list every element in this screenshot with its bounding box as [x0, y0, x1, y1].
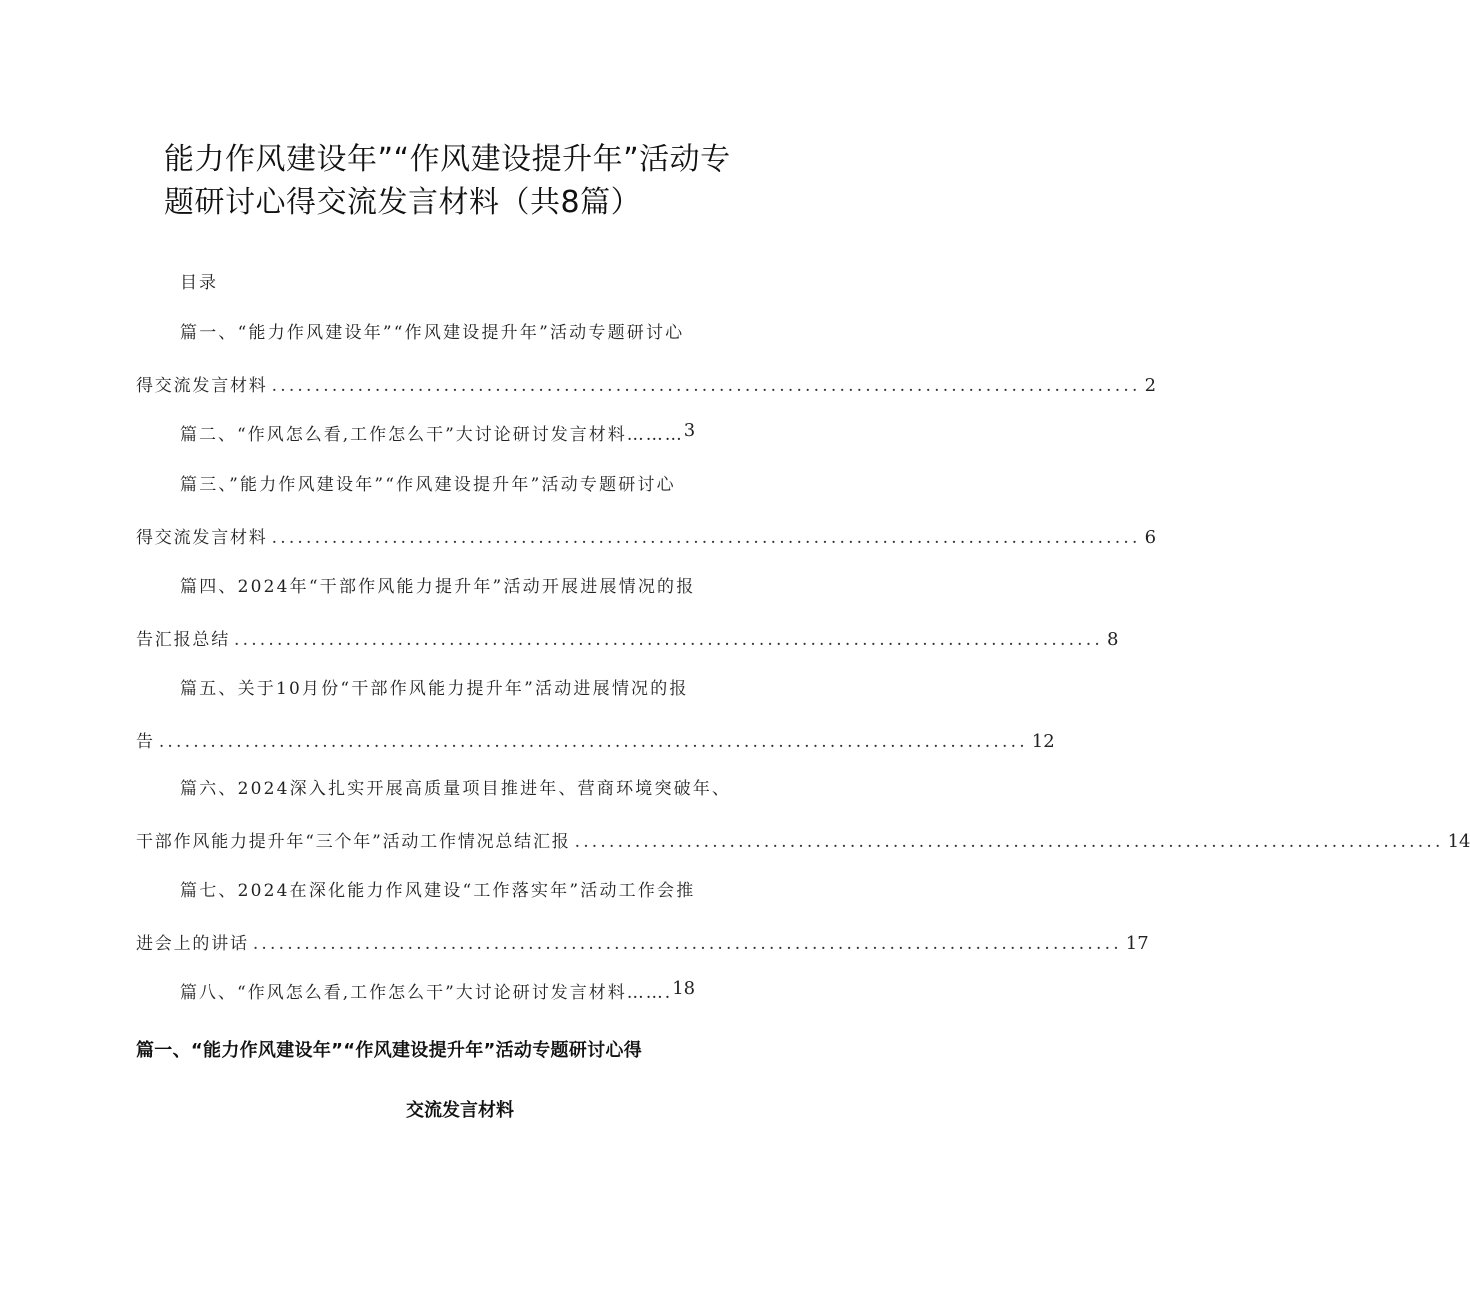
section-heading: 篇一、“能力作风建设年”“作风建设提升年”活动专题研讨心得 [136, 1040, 643, 1061]
toc-entry-7-line1[interactable]: 篇七、2024在深化能力作风建设“工作落实年”活动工作会推 [180, 881, 696, 901]
toc-entry-2[interactable] [180, 420, 776, 448]
toc-entry-3-line2[interactable] [136, 520, 1157, 548]
title-line-2: 题研讨心得交流发言材料（共8篇） [164, 185, 642, 220]
toc-leader-dots: ..................................................................................................... [252, 934, 1122, 954]
toc-heading: 目录 [180, 273, 218, 293]
toc-entry-text: 告汇报总结 [136, 630, 230, 650]
toc-leader-dots: ..................................................................................................... [271, 376, 1141, 396]
toc-page-number: 17 [1125, 933, 1149, 954]
toc-entry-5-line1[interactable]: 篇五、关于10月份“干部作风能力提升年”活动进展情况的报 [180, 679, 689, 699]
toc-entry-5-line2[interactable] [136, 724, 1055, 752]
toc-entry-text: 得交流发言材料 [136, 528, 268, 548]
toc-entry-text: 得交流发言材料 [136, 376, 268, 396]
toc-entry-1-line1[interactable]: 篇一、“能力作风建设年”“作风建设提升年”活动专题研讨心 [180, 323, 685, 343]
document-title [164, 138, 804, 224]
toc-page-number: 3 [683, 420, 696, 441]
toc-page-number: 2 [1144, 375, 1157, 396]
title-line-1: 能力作风建设年”“作风建设提升年”活动专 [164, 142, 731, 177]
toc-entry-4-line2[interactable] [136, 622, 1119, 650]
toc-entry-6-line2[interactable] [136, 824, 1470, 852]
toc-entry-8[interactable] [180, 978, 776, 1006]
toc-leader-dots: ..................................................................................................... [234, 630, 1103, 650]
toc-leader-dots: ..................................................................................................... [271, 528, 1141, 548]
toc-entry-text: 进会上的讲话 [136, 934, 249, 954]
toc-page-number: 12 [1031, 731, 1055, 752]
toc-entry-text: 干部作风能力提升年“三个年”活动工作情况总结汇报 [136, 832, 571, 852]
toc-entry-1-line2[interactable] [136, 368, 1157, 396]
toc-entry-text: 告 [136, 732, 155, 752]
toc-page-number: 14 [1447, 831, 1470, 852]
toc-entry-text: 篇八、“作风怎么看,工作怎么干”大讨论研讨发言材料……. [180, 983, 673, 1003]
toc-entry-4-line1[interactable]: 篇四、2024年“干部作风能力提升年”活动开展进展情况的报 [180, 577, 696, 597]
section-heading-continued: 交流发言材料 [406, 1100, 514, 1121]
toc-page-number: 18 [672, 978, 696, 999]
toc-page-number: 6 [1144, 527, 1157, 548]
toc-leader-dots: ..................................................................................................... [158, 732, 1028, 752]
toc-leader-dots: ..................................................................................................... [574, 832, 1444, 852]
toc-entry-6-line1[interactable]: 篇六、2024深入扎实开展高质量项目推进年、营商环境突破年、 [180, 779, 732, 799]
toc-entry-3-line1[interactable]: 篇三、”能力作风建设年”“作风建设提升年”活动专题研讨心 [180, 475, 676, 495]
toc-page-number: 8 [1106, 629, 1119, 650]
toc-entry-7-line2[interactable] [136, 926, 1149, 954]
toc-entry-text: 篇二、“作风怎么看,工作怎么干”大讨论研讨发言材料……… [180, 425, 684, 445]
